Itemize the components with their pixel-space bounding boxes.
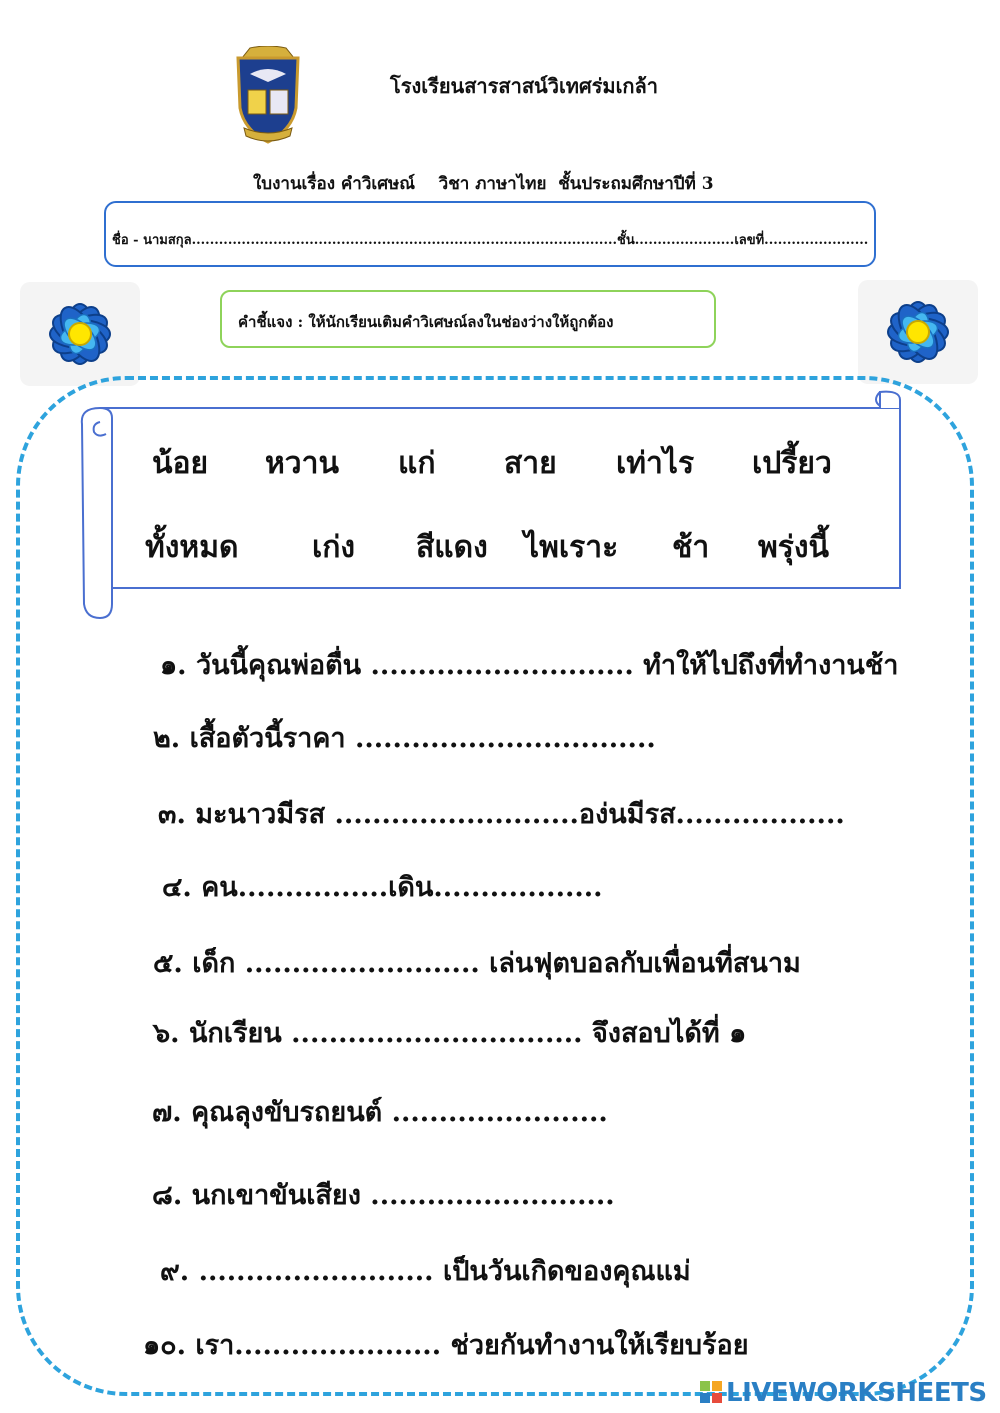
instructions-text: คำชี้แจง : ให้นักเรียนเติมคำวิเศษณ์ลงในช่องว่างให้ถูกต้อง <box>238 313 614 331</box>
word-bank-item: ทั้งหมด <box>145 530 239 565</box>
question-8[interactable]: ๘. นกเขาขันเสียง .......................... <box>152 1180 615 1211</box>
flower-left-icon <box>20 282 140 386</box>
question-9[interactable]: ๙. ......................... เป็นวันเกิดของคุณแม่ <box>160 1256 691 1287</box>
instructions-box <box>220 290 716 348</box>
question-10[interactable]: ๑๐. เรา...................... ช่วยกันทำงานให้เรียบร้อย <box>143 1330 749 1361</box>
word-bank-item: น้อย <box>152 446 209 481</box>
question-5[interactable]: ๕. เด็ก ......................... เล่นฟุตบอลกับเพื่อนที่สนาม <box>153 948 801 979</box>
word-bank-item: แก่ <box>398 446 436 481</box>
question-1[interactable]: ๑. วันนี้คุณพ่อตื่น ............................ ทำให้ไปถึงที่ทำงานช้า <box>160 650 899 681</box>
word-bank-item: พรุ่งนี้ <box>758 530 830 565</box>
question-2[interactable]: ๒. เสื้อตัวนี้ราคา ................................ <box>153 723 656 754</box>
flower-right-icon <box>858 280 978 384</box>
school-name: โรงเรียนสารสาสน์วิเทศร่มเกล้า <box>390 74 659 98</box>
liveworksheets-logo-icon <box>700 1381 722 1403</box>
student-info-box <box>104 201 876 267</box>
school-crest-logo <box>228 46 308 148</box>
word-bank-item: เปรี้ยว <box>752 446 832 481</box>
word-bank-item: เท่าไร <box>616 446 695 481</box>
question-6[interactable]: ๖. นักเรียน ............................... จึงสอบได้ที่ ๑ <box>153 1018 747 1049</box>
word-bank-item: สาย <box>504 446 557 481</box>
word-bank-item: หวาน <box>265 446 339 481</box>
liveworksheets-watermark <box>700 1378 987 1408</box>
question-3[interactable]: ๓. มะนาวมีรส ..........................อง่นมีรส.................. <box>158 799 845 830</box>
word-bank-item: ช้า <box>672 530 710 565</box>
word-bank-item: ไพเราะ <box>524 530 619 565</box>
question-7[interactable]: ๗. คุณลุงขับรถยนต์ ....................... <box>152 1097 608 1128</box>
student-name-line[interactable]: ชื่อ - นามสกุล..............................................................................................ชั้น......................เลขที่....................... <box>112 233 869 248</box>
word-bank-item: สีแดง <box>416 530 488 565</box>
word-bank-item: เก่ง <box>312 530 356 565</box>
worksheet-title: ใบงานเรื่อง คำวิเศษณ์ วิชา ภาษาไทย ชั้นประถมศึกษาปีที่ 3 <box>253 174 714 194</box>
question-4[interactable]: ๔. คน................เดิน.................. <box>162 872 603 903</box>
liveworksheets-brand-text: LIVEWORKSHEETS <box>726 1378 987 1408</box>
word-bank-scroll <box>76 386 904 622</box>
